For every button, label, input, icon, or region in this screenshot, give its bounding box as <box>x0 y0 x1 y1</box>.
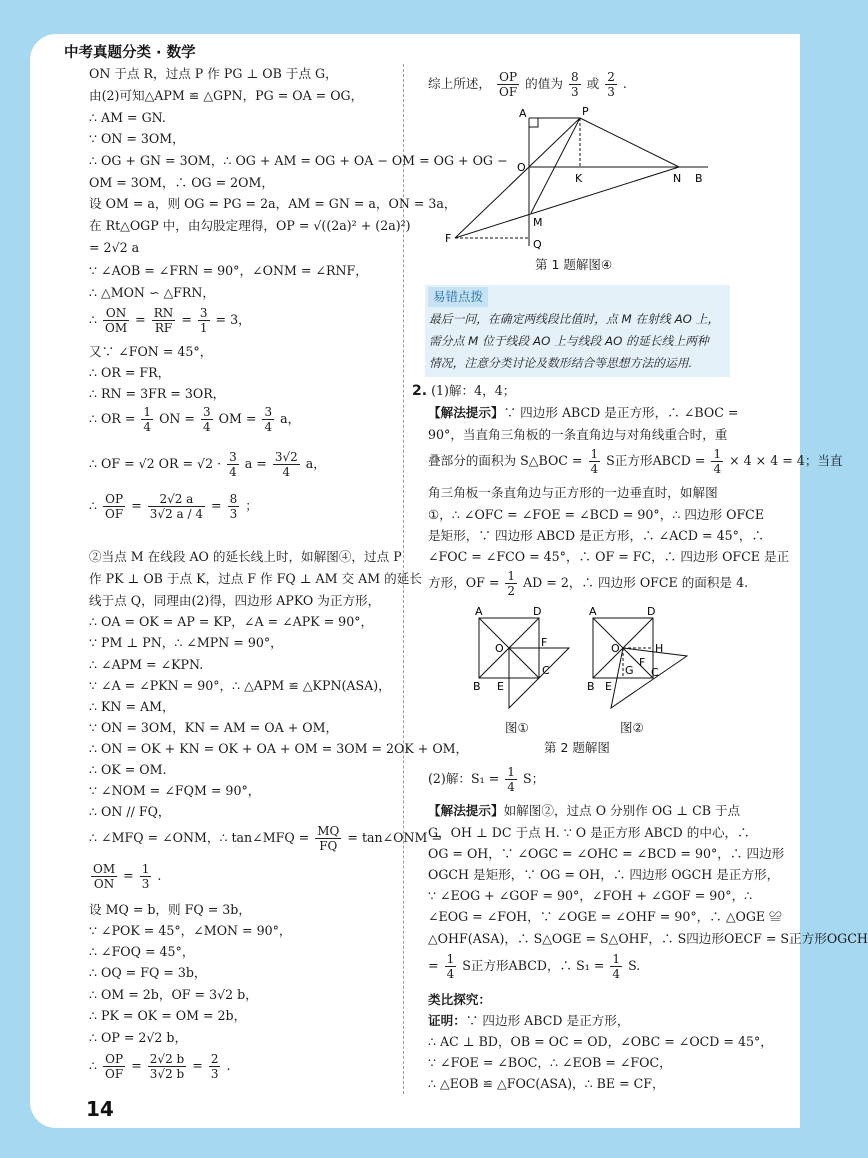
fraction-line: (2)解：S₁ = $\frac{1}{4}$ S； <box>428 765 545 794</box>
text-line: ∴ AM = GN. <box>89 110 166 125</box>
fraction: $\frac{RN}{RF}$ <box>153 306 174 335</box>
text-line: ∴ OR = FR， <box>89 365 171 380</box>
error-tip-line: 情况，注意分类讨论及数形结合等思想方法的运用. <box>429 356 693 370</box>
fraction-line: 方形，OF = $\frac{1}{2}$ AD = 2，∴ 四边形 OFCE 的面积是 4. <box>428 569 749 598</box>
text-line: ∵ ∠POK = 45°，∠MON = 90°， <box>89 923 292 938</box>
error-tip-line: 需分点 M 位于线段 AO 上与线段 AO 的延长线上两种 <box>429 334 709 348</box>
label-M: M <box>533 216 543 229</box>
text-line: ∵ ON = 3OM， <box>89 131 185 146</box>
text-line: ON 于点 R，过点 P 作 PG ⊥ OB 于点 G， <box>89 66 338 81</box>
geometry-figure-2 <box>465 604 700 716</box>
text-line: 90°，当直角三角板的一条直角边与对角线重合时，重 <box>428 427 728 442</box>
label-B-2: B <box>587 680 595 693</box>
line-PN <box>580 118 679 167</box>
label-B-1: B <box>473 680 481 693</box>
text-line: ∵ ∠NOM = ∠FQM = 90°， <box>89 783 261 798</box>
text-line: ∵ ON = 3OM，KN = AM = OA + OM， <box>89 720 339 735</box>
text-line: 又∵ ∠FON = 45°， <box>89 344 213 359</box>
text-line: ②当点 M 在线段 AO 的延长线上时，如解图④，过点 P <box>89 549 402 564</box>
label-D-2: D <box>647 605 656 618</box>
fraction: $\frac{3}{4}$ <box>264 405 273 434</box>
fraction: $\frac{2}{3}$ <box>210 1052 219 1081</box>
fraction-line: ∴ $\frac{OP}{OF}$ = $\frac{2√2 a}{3√2 a / 4}$ = $\frac{8}{3}$ ； <box>89 492 258 521</box>
text-line: OG = OH，∵ ∠OGC = ∠OHC = ∠BCD = 90°，∴ 四边形 <box>428 846 785 861</box>
fraction: $\frac{1}{4}$ <box>713 447 722 476</box>
text-line: ∴ KN = AM， <box>89 699 175 714</box>
fraction-line: = $\frac{1}{4}$ S正方形ABCD，∴ S₁ = $\frac{1}{4}$ S. <box>428 952 641 981</box>
fraction: $\frac{1}{3}$ <box>141 862 150 891</box>
text-line: ∴ △MON ∽ △FRN， <box>89 285 216 300</box>
text-line: 【解法提示】如解图②，过点 O 分别作 OG ⊥ CB 于点 <box>428 803 741 818</box>
fraction: $\frac{2}{3}$ <box>607 70 615 99</box>
line-FN <box>455 167 682 238</box>
text-line: = 2√2 a <box>89 240 140 255</box>
label-A: A <box>519 107 527 120</box>
fraction: $\frac{1}{4}$ <box>446 952 455 981</box>
fraction: $\frac{3√2}{4}$ <box>274 450 298 479</box>
text-line: ∴ OG + GN = 3OM，∴ OG + AM = OG + OA − OM = OG + OG − <box>89 153 508 168</box>
fraction-line: ∴ ∠MFQ = ∠ONM，∴ tan∠MFQ = $\frac{MQ}{FQ}$ = tan∠ONM = <box>89 824 442 853</box>
fraction: $\frac{ON}{OM}$ <box>105 306 128 335</box>
fraction: $\frac{1}{4}$ <box>590 447 599 476</box>
fraction: $\frac{8}{3}$ <box>229 492 238 521</box>
label-G-2: G <box>625 664 634 677</box>
label-C-1: C <box>542 664 550 677</box>
fraction-line: ∴ $\frac{ON}{OM}$ = $\frac{RN}{RF}$ = $\frac{3}{1}$ = 3， <box>89 306 251 335</box>
fraction: $\frac{OM}{ON}$ <box>93 862 116 891</box>
text-line: ∴ OM = 2b，OF = 3√2 b， <box>89 987 258 1002</box>
fraction: $\frac{MQ}{FQ}$ <box>317 824 340 853</box>
text-line: 设 MQ = b，则 FQ = 3b， <box>89 902 251 917</box>
line-PF <box>455 118 580 238</box>
label-A-2: A <box>589 605 597 618</box>
text-line: △OHF(ASA)，∴ S△OGE = S△OHF，∴ S四边形OECF = S正方形OGCH <box>428 931 868 946</box>
text-line: 证明：∵ 四边形 ABCD 是正方形， <box>428 1013 630 1028</box>
text-line: ∵ PM ⊥ PN，∴ ∠MPN = 90°， <box>89 635 283 650</box>
figure-caption: 图② <box>620 720 644 735</box>
label-P: P <box>582 105 589 118</box>
text-line: ∵ ∠A = ∠PKN = 90°，∴ △APM ≌ △KPN(ASA)， <box>89 678 391 693</box>
label-K: K <box>575 172 583 185</box>
label-H-2: H <box>655 642 664 655</box>
figure-caption: 第 2 题解图 <box>544 740 610 755</box>
text-line: G，OH ⊥ DC 于点 H. ∵ O 是正方形 ABCD 的中心，∴ <box>428 825 750 840</box>
text-line: ∴ ∠APM = ∠KPN. <box>89 657 204 672</box>
question-2-part-1: 2. (1)解：4，4； <box>412 383 516 399</box>
text-line: 角三角板一条直角边与正方形的一边垂直时，如解图 <box>428 485 718 500</box>
fraction: $\frac{3}{1}$ <box>199 306 208 335</box>
text-line: 线于点 Q，同理由(2)得，四边形 APKO 为正方形， <box>89 593 381 608</box>
label-E-2: E <box>605 680 612 693</box>
text-line: 作 PK ⊥ OB 于点 K，过点 F 作 FQ ⊥ AM 交 AM 的延长 <box>89 571 422 586</box>
fraction-line: 叠部分的面积为 S△BOC = $\frac{1}{4}$ S正方形ABCD = $\frac{1}{4}$ × 4 × 4 = 4；当直 <box>428 447 843 476</box>
running-header: 中考真题分类 · 数学 <box>64 45 196 61</box>
label-N: N <box>673 172 682 185</box>
text-line: ①，∴ ∠OFC = ∠FOE = ∠BCD = 90°，∴ 四边形 OFCE <box>428 507 765 522</box>
fraction: $\frac{1}{4}$ <box>507 765 515 794</box>
text-line: ∴ OA = OK = AP = KP，∠A = ∠APK = 90°， <box>89 614 374 629</box>
label-O: O <box>517 161 526 174</box>
text-line: 在 Rt△OGP 中，由勾股定理得，OP = √((2a)² + (2a)²) <box>89 218 411 233</box>
text-line: ∴ ON // FQ， <box>89 804 171 819</box>
text-line: ∴ RN = 3FR = 3OR， <box>89 386 226 401</box>
page-number: 14 <box>86 1097 114 1121</box>
text-line: 【解法提示】∵ 四边形 ABCD 是正方形，∴ ∠BOC = <box>428 405 739 420</box>
error-tip-line: 最后一问，在确定两线段比值时，点 M 在射线 AO 上， <box>429 312 720 326</box>
fraction-line: ∴ $\frac{OP}{OF}$ = $\frac{2√2 b}{3√2 b}$ = $\frac{2}{3}$ . <box>89 1052 231 1081</box>
label-O-1: O <box>495 642 504 655</box>
right-angle-mark <box>529 118 538 127</box>
geometry-figure-1 <box>425 100 725 252</box>
section-title: 类比探究： <box>428 992 491 1007</box>
error-tip-title: 易错点拨 <box>428 287 488 307</box>
fraction-line: ∴ OR = $\frac{1}{4}$ ON = $\frac{3}{4}$ OM = $\frac{3}{4}$ a， <box>89 405 301 434</box>
fraction: $\frac{2√2 a}{3√2 a / 4}$ <box>149 492 203 521</box>
fraction: $\frac{OP}{OF}$ <box>105 492 124 521</box>
label-F-1: F <box>541 636 548 649</box>
fraction-line: ∴ OF = √2 OR = √2 · $\frac{3}{4}$ a = $\frac{3√2}{4}$ a， <box>89 450 326 479</box>
text-line: ∴ AC ⊥ BD，OB = OC = OD，∠OBC = ∠OCD = 45°， <box>428 1034 773 1049</box>
label-B: B <box>695 172 703 185</box>
fraction: $\frac{3}{4}$ <box>202 405 211 434</box>
text-line: ∴ △EOB ≌ △FOC(ASA)，∴ BE = CF， <box>428 1076 665 1091</box>
text-line: 是矩形，∵ 四边形 ABCD 是正方形，∴ ∠ACD = 45°，∴ <box>428 528 765 543</box>
text-line: 设 OM = a，则 OG = PG = 2a，AM = GN = a，ON = 3a， <box>89 196 457 211</box>
label-F: F <box>445 232 452 245</box>
text-line: ∴ PK = OK = OM = 2b， <box>89 1008 247 1023</box>
label-C-2: C <box>651 666 659 679</box>
fraction: $\frac{OP}{OF}$ <box>498 70 518 99</box>
fraction: $\frac{1}{4}$ <box>612 952 621 981</box>
text-line: 由(2)可知△APM ≌ △GPN，PG = OA = OG， <box>89 88 364 103</box>
line-PM <box>531 118 580 213</box>
label-O-2: O <box>611 642 620 655</box>
text-line: ∴ ON = OK + KN = OK + OA + OM = 3OM = 2OK + OM， <box>89 741 469 756</box>
text-line: ∴ OQ = FQ = 3b， <box>89 965 207 980</box>
fraction: $\frac{1}{2}$ <box>507 569 516 598</box>
text-line: OGCH 是矩形，∵ OG = OH，∴ 四边形 OGCH 是正方形， <box>428 867 780 882</box>
figure-caption: 第 1 题解图④ <box>535 257 613 272</box>
fraction: $\frac{2√2 b}{3√2 b}$ <box>149 1052 185 1081</box>
text-line: ∠FOC = ∠FCO = 45°，∴ OF = FC，∴ 四边形 OFCE 是正 <box>428 549 790 564</box>
fraction: $\frac{3}{4}$ <box>229 450 237 479</box>
text-line: ∵ ∠EOG + ∠GOF = 90°，∠FOH + ∠GOF = 90°，∴ <box>428 888 753 903</box>
fraction-line: $\frac{OM}{ON}$ = $\frac{1}{3}$ . <box>93 862 162 891</box>
text-line: OM = 3OM，∴ OG = 2OM， <box>89 175 274 190</box>
label-A-1: A <box>475 605 483 618</box>
figure-caption: 图① <box>505 720 529 735</box>
fraction: $\frac{8}{3}$ <box>570 70 579 99</box>
label-D-1: D <box>533 605 542 618</box>
text-line: ∵ ∠FOE = ∠BOC，∴ ∠EOB = ∠FOC， <box>428 1055 672 1070</box>
fraction: $\frac{OP}{OF}$ <box>105 1052 124 1081</box>
label-Q: Q <box>533 238 542 251</box>
text-line: ∴ OK = OM. <box>89 762 167 777</box>
label-E-1: E <box>497 680 504 693</box>
text-line: ∴ OP = 2√2 b， <box>89 1030 188 1045</box>
fraction-line: 综上所述， $\frac{OP}{OF}$ 的值为 $\frac{8}{3}$ 或 $\frac{2}{3}$ . <box>428 70 627 99</box>
text-line: ∵ ∠AOB = ∠FRN = 90°，∠ONM = ∠RNF， <box>89 263 368 278</box>
text-line: ∠EOG = ∠FOH，∵ ∠OGE = ∠OHF = 90°，∴ △OGE ≌ <box>428 909 782 924</box>
text-line: ∴ ∠FOQ = 45°， <box>89 944 195 959</box>
label-F-2: F <box>639 656 646 669</box>
fraction: $\frac{1}{4}$ <box>143 405 152 434</box>
